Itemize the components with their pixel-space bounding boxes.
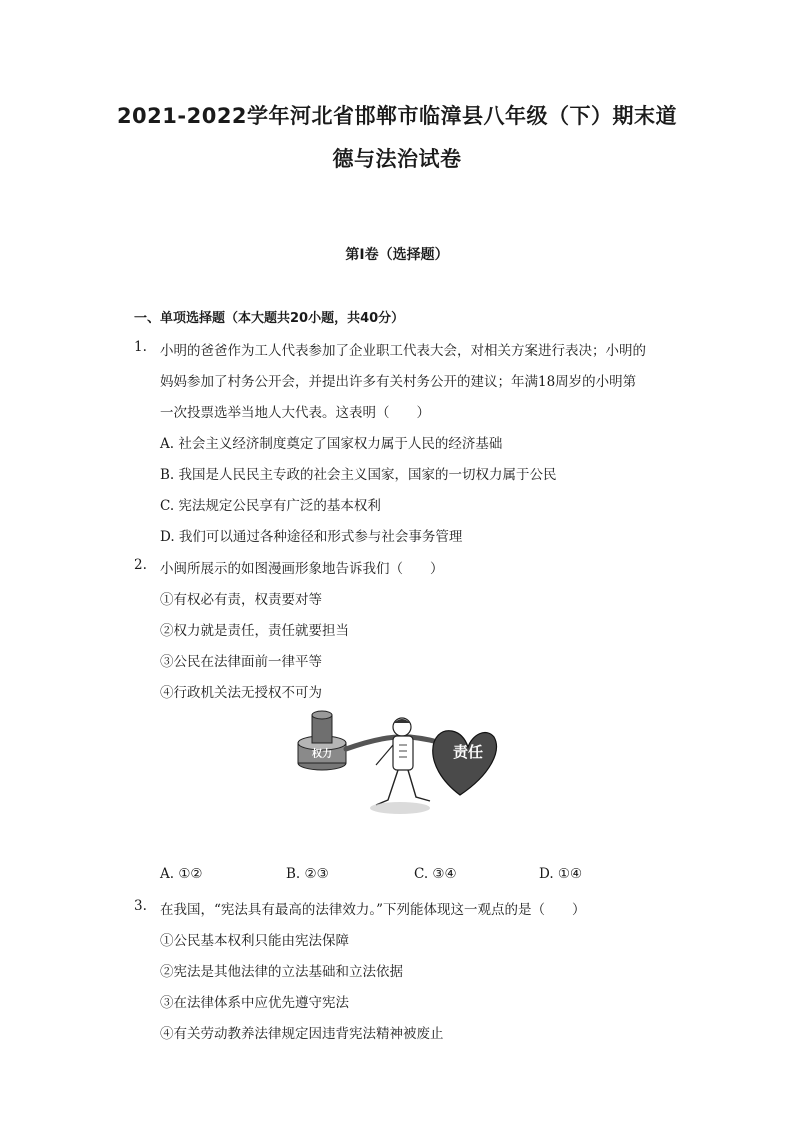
exam-title-line2: 德与法治试卷 <box>332 147 462 171</box>
question-1-stem-line3: 一次投票选举当地人大代表。这表明（ ） <box>160 405 430 421</box>
part-heading: 一、单项选择题（本大题共20小题，共40分） <box>134 311 405 326</box>
question-2-stem: 小闽所展示的如图漫画形象地告诉我们（ ） <box>160 561 444 577</box>
question-1-option-c[interactable]: C. 宪法规定公民享有广泛的基本权利 <box>160 498 381 514</box>
question-1-option-b[interactable]: B. 我国是人民民主专政的社会主义国家，国家的一切权力属于公民 <box>160 467 557 483</box>
question-3-statement-3: ③在法律体系中应优先遵守宪法 <box>160 995 349 1011</box>
question-1-option-a[interactable]: A. 社会主义经济制度奠定了国家权力属于人民的经济基础 <box>160 436 503 452</box>
question-2-statement-3: ③公民在法律面前一律平等 <box>160 654 322 670</box>
question-2-statement-1: ①有权必有责，权责要对等 <box>160 592 322 608</box>
exam-title-line1: 2021-2022学年河北省邯郸市临漳县八年级（下）期末道 <box>116 104 678 128</box>
power-responsibility-cartoon <box>290 705 500 830</box>
question-2-option-b[interactable]: B. ②③ <box>286 866 329 882</box>
official-figure-icon <box>370 718 430 814</box>
question-3-statement-1: ①公民基本权利只能由宪法保障 <box>160 933 349 949</box>
question-3-statement-2: ②宪法是其他法律的立法基础和立法依据 <box>160 964 403 980</box>
question-3-statement-4: ④有关劳动教养法律规定因违背宪法精神被废止 <box>160 1026 444 1042</box>
section-title: 第I卷（选择题） <box>345 247 449 263</box>
question-2-option-c[interactable]: C. ③④ <box>414 866 457 882</box>
question-2-option-d[interactable]: D. ①④ <box>539 866 583 882</box>
question-1-stem-line1: 小明的爸爸作为工人代表参加了企业职工代表大会，对相关方案进行表决；小明的 <box>160 343 646 359</box>
question-1-option-d[interactable]: D. 我们可以通过各种途径和形式参与社会事务管理 <box>160 529 463 545</box>
question-1-stem-line2: 妈妈参加了村务公开会，并提出许多有关村务公开的建议；年满18周岁的小明第 <box>160 374 637 390</box>
question-3-number: 3. <box>134 898 147 914</box>
responsibility-heart-icon <box>433 731 497 795</box>
power-label: 权力 <box>312 749 332 760</box>
question-1-number: 1. <box>134 339 147 355</box>
power-weight-icon <box>298 711 346 770</box>
question-2-statement-2: ②权力就是责任，责任就要担当 <box>160 623 349 639</box>
responsibility-label: 责任 <box>452 743 484 761</box>
question-3-stem: 在我国，“宪法具有最高的法律效力。”下列能体现这一观点的是（ ） <box>160 902 586 918</box>
question-2-option-a[interactable]: A. ①② <box>160 866 203 882</box>
question-2-statement-4: ④行政机关法无授权不可为 <box>160 685 322 701</box>
question-2-number: 2. <box>134 557 147 573</box>
